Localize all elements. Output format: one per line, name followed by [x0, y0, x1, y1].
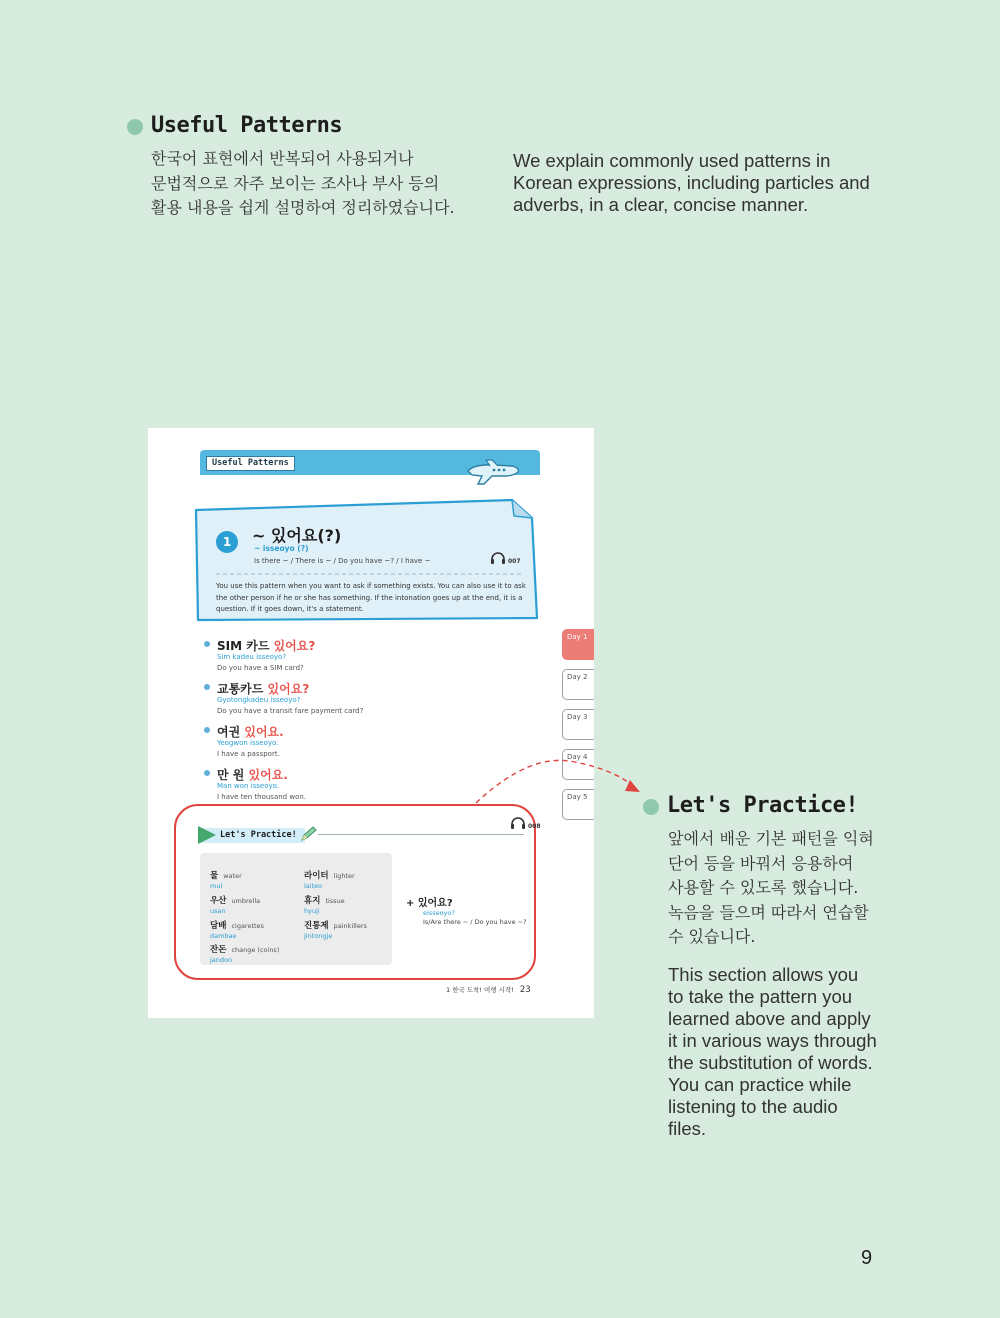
- day-tab-2[interactable]: Day 2: [562, 669, 594, 700]
- pattern-number-badge: 1: [216, 531, 238, 553]
- day-tab-1[interactable]: Day 1: [562, 629, 594, 660]
- day-tab-5[interactable]: Day 5: [562, 789, 594, 820]
- sample-textbook-page: Useful Patterns 1 ~ 있어요(?) ~ isseoyo (?) Is there ~ / There is ~ / Do you have ~? / I have ~ 007 You use this pattern when you want to ask if something exists. You can also use it to ask the other person if he or she has something. If the intonation goes up at the end, it is a question. If it goes down, it's a statement. SIM 카드 있어요? Sim kadeu isseoyo? Do you have a SIM card? 교통카드 있어요? Gyotongkadeu isseoyo? Do you have a transit fare payment card? 여권 있어요. Yeogwon isseoyo. I have a passport. 만 원 있어요. Man won isseoyo. I have ten thousand won. Let's Practice! 008 물 water mul 우산 umbrella usan 담배 cigarettes dambae 잔돈 change (coins) jandon 라이터 lighter laiteo 휴지 tissue hyuji 진통제 painkillers jintongje + 있어요? eisseoyo? Is/Are there ~ / Do you have ~? 1 한국 도착! 여행 시작! 23: [148, 428, 594, 1018]
- audio-headphones-icon[interactable]: [510, 817, 526, 829]
- practice-tag-arrow-icon: [198, 826, 216, 844]
- day-tab-3[interactable]: Day 3: [562, 709, 594, 740]
- pattern-meaning: Is there ~ / There is ~ / Do you have ~? / I have ~: [254, 557, 431, 565]
- bullet-icon: [204, 727, 210, 733]
- banner-label: Useful Patterns: [206, 456, 295, 471]
- vocab-item: 물 water mul: [210, 871, 242, 890]
- pattern-title: ~ 있어요(?): [252, 526, 342, 545]
- practice-pattern: + 있어요?: [406, 898, 453, 909]
- sample-page-footer: 1 한국 도착! 여행 시작! 23: [446, 985, 531, 995]
- pattern-description: You use this pattern when you want to ask if something exists. You can also use it to ask the other person if he or she has something. If the intonation goes up at the end, it is a question. If it goes down, it's a statement.: [216, 582, 526, 613]
- vocab-item: 잔돈 change (coins) jandon: [210, 945, 280, 964]
- audio-headphones-icon[interactable]: [490, 552, 506, 564]
- useful-patterns-en-text: We explain commonly used patterns in Korean expressions, including particles and adverbs, in a clear, concise manner.: [513, 150, 870, 215]
- lets-practice-title: Let's Practice!: [667, 793, 859, 818]
- airplane-icon: [464, 458, 522, 488]
- vocab-item: 휴지 tissue hyuji: [304, 896, 345, 915]
- audio-track-number: 008: [528, 823, 541, 830]
- section-bullet-icon: [643, 799, 659, 815]
- useful-patterns-title: Useful Patterns: [151, 113, 343, 138]
- practice-pattern-meaning: Is/Are there ~ / Do you have ~?: [423, 918, 527, 926]
- lets-practice-ko-text: 앞에서 배운 기본 패턴을 익혀 단어 등을 바꿔서 응용하여 사용할 수 있도록 했습니다. 녹음을 들으며 따라서 연습할 수 있습니다.: [668, 829, 874, 946]
- practice-divider: [318, 834, 524, 835]
- practice-tag: Let's Practice!: [200, 828, 305, 843]
- vocab-item: 라이터 lighter laiteo: [304, 871, 355, 890]
- audio-track-number: 007: [508, 558, 521, 565]
- pencil-icon: [300, 826, 318, 842]
- vocab-item: 진통제 painkillers jintongje: [304, 921, 367, 940]
- day-tab-4[interactable]: Day 4: [562, 749, 594, 780]
- section-bullet-icon: [127, 119, 143, 135]
- bullet-icon: [204, 684, 210, 690]
- useful-patterns-ko-text: 한국어 표현에서 반복되어 사용되거나 문법적으로 자주 보이는 조사나 부사 등의 활용 내용을 쉽게 설명하여 정리하였습니다.: [151, 149, 455, 217]
- lets-practice-en-text: This section allows you to take the pattern you learned above and apply it in various ways through the substitution of words. You can practice while listening to the audio files.: [668, 964, 877, 1139]
- vocab-item: 담배 cigarettes dambae: [210, 921, 264, 940]
- page-number: 9: [861, 1247, 873, 1269]
- vocab-item: 우산 umbrella usan: [210, 896, 261, 915]
- pattern-romanization: ~ isseoyo (?): [254, 544, 309, 553]
- practice-pattern-romanization: eisseoyo?: [423, 909, 455, 917]
- bullet-icon: [204, 770, 210, 776]
- bullet-icon: [204, 641, 210, 647]
